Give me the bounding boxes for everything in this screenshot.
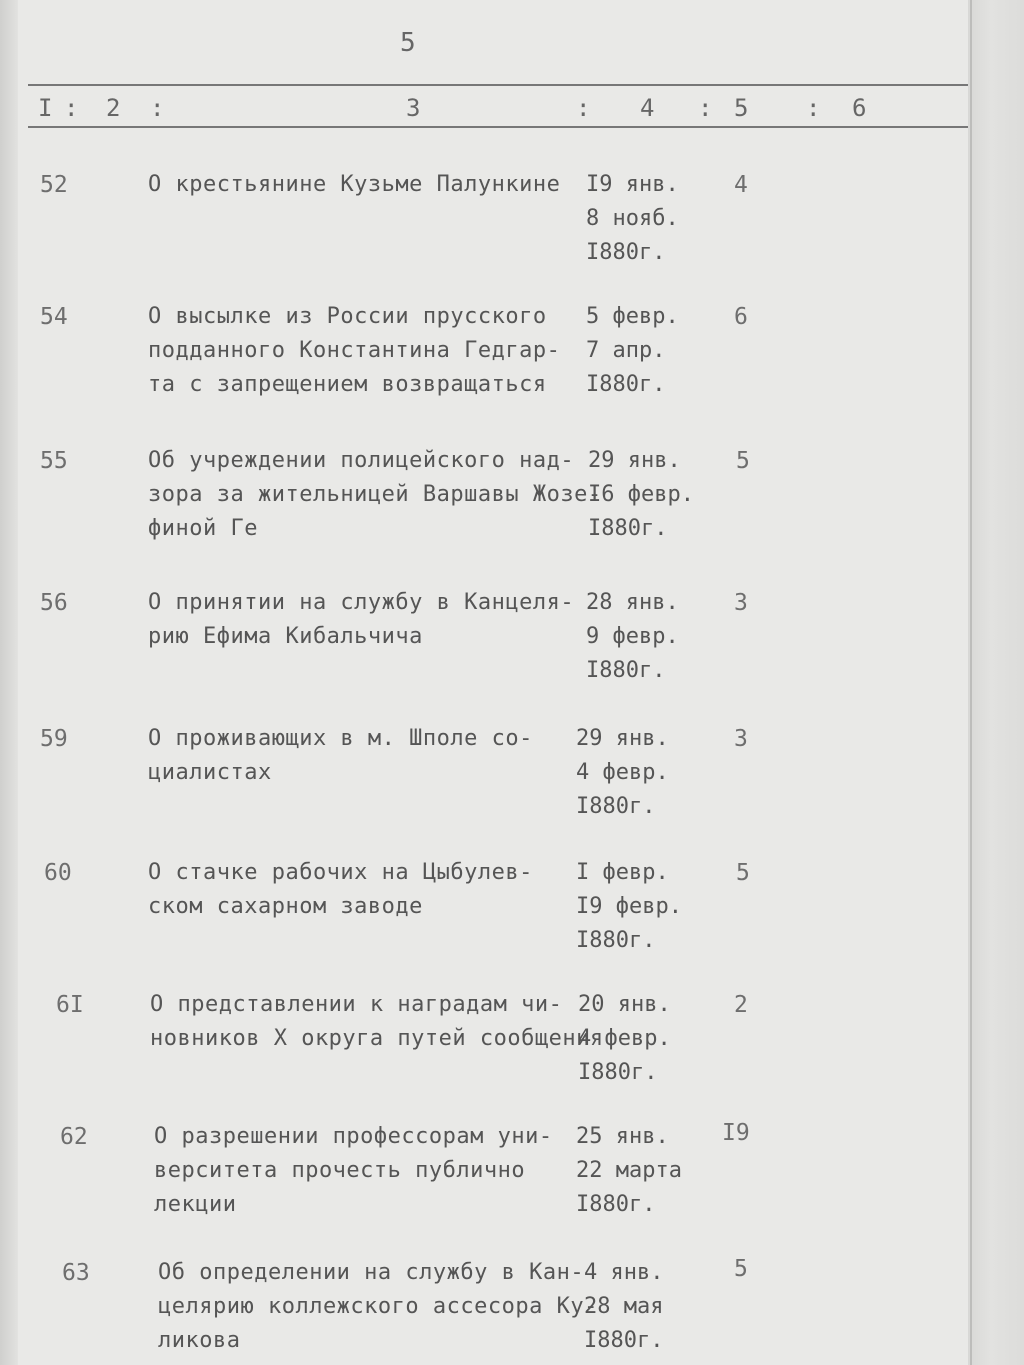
column-header-5: 5 [734, 94, 749, 122]
case-dates: 4 янв. 28 мая I880г. [584, 1260, 664, 1353]
case-dates: 20 янв. 4 февр. I880г. [578, 992, 671, 1085]
sheet-count: 5 [736, 448, 750, 474]
case-title: О стачке рабочих на Цыбулев- ском сахарном заводе [148, 860, 533, 919]
column-header-2: 2 [106, 94, 121, 122]
case-dates: 5 февр. 7 апр. I880г. [586, 304, 679, 397]
case-number: 55 [40, 448, 68, 474]
column-header-4: 4 [640, 94, 655, 122]
case-number: 52 [40, 172, 68, 198]
case-number: 62 [60, 1124, 88, 1150]
case-number: 6I [56, 992, 84, 1018]
header-rule-bottom [28, 126, 968, 128]
case-title: О крестьянине Кузьме Палункине [148, 172, 561, 197]
case-dates: I февр. I9 февр. I880г. [576, 860, 682, 953]
sheet-count: 3 [734, 590, 748, 616]
header-rule-top [28, 84, 968, 86]
sheet-count: 6 [734, 304, 748, 330]
case-dates: 29 янв. I6 февр. I880г. [588, 448, 694, 541]
case-title: О проживающих в м. Шполе со- циалистах [148, 726, 533, 785]
case-dates: 28 янв. 9 февр. I880г. [586, 590, 679, 683]
case-number: 54 [40, 304, 68, 330]
case-title: О разрешении профессорам уни- верситета прочесть публично лекции [154, 1124, 553, 1217]
case-number: 63 [62, 1260, 90, 1286]
case-title: О высылке из России прусского подданного Константина Гедгар- та с запрещением возвращаться [148, 304, 561, 397]
case-title: О принятии на службу в Канцеля- рию Ефима Кибальчича [148, 590, 575, 649]
case-number: 59 [40, 726, 68, 752]
sheet-count: I9 [722, 1120, 750, 1146]
sheet-count: 4 [734, 172, 748, 198]
sheet-count: 2 [734, 992, 748, 1018]
sheet-count: 5 [734, 1256, 748, 1282]
case-title: Об учреждении полицейского над- зора за жительницей Варшавы Жозе- финой Ге [148, 448, 602, 541]
page-number: 5 [400, 28, 416, 58]
page-left-shadow [0, 0, 18, 1365]
case-number: 60 [44, 860, 72, 886]
sheet-count: 5 [736, 860, 750, 886]
case-number: 56 [40, 590, 68, 616]
case-title: Об определении на службу в Кан- целярию коллежского ассесора Ку- ликова [158, 1260, 598, 1353]
case-dates: 25 янв. 22 марта I880г. [576, 1124, 682, 1217]
sheet-count: 3 [734, 726, 748, 752]
page-right-edge [968, 0, 1024, 1365]
case-title: О представлении к наградам чи- новников Х округа путей сообщения [150, 992, 604, 1051]
column-header-1: I [38, 94, 53, 122]
case-dates: I9 янв. 8 нояб. I880г. [586, 172, 679, 265]
column-header-3: 3 [406, 94, 421, 122]
column-header-6: 6 [852, 94, 867, 122]
case-dates: 29 янв. 4 февр. I880г. [576, 726, 669, 819]
